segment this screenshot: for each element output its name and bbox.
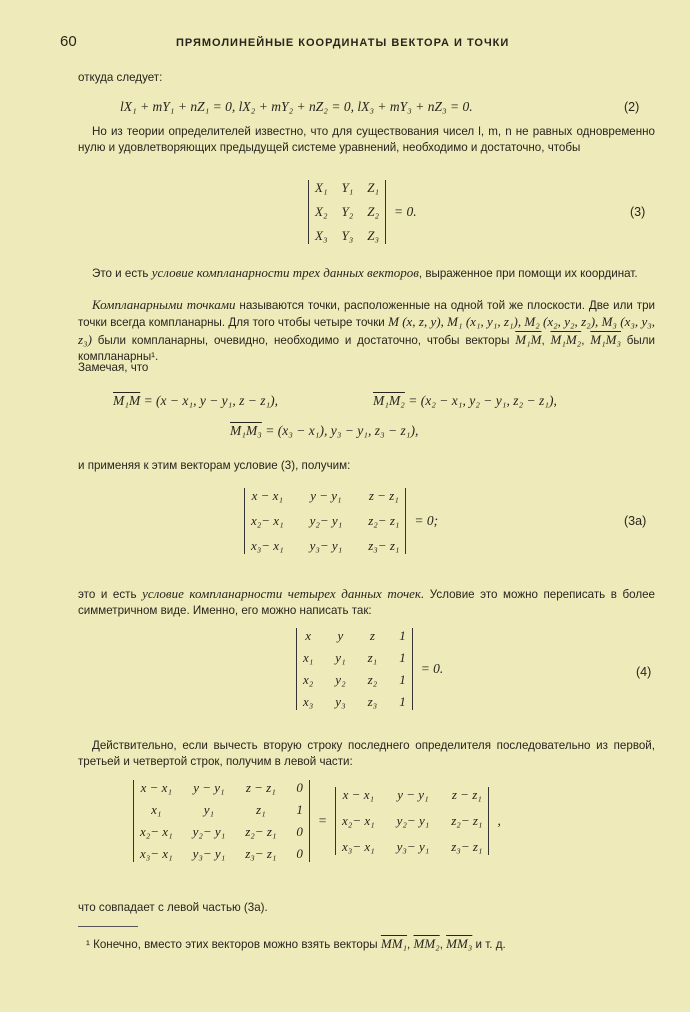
matrix-cell: X₃ (315, 228, 328, 243)
italic-term: Компланарными точками (92, 297, 236, 312)
matrix-cell: 1 (399, 694, 406, 709)
matrix-cell: x₂− x₁ (140, 824, 173, 839)
matrix-cell: Z₃ (367, 228, 379, 243)
matrix-cell: z₃ (367, 694, 378, 709)
matrix-cell: x₂− x₁ (251, 513, 284, 528)
footnote-divider (78, 926, 138, 927)
matrix-cell: x₁ (151, 802, 162, 817)
text: были компланарны¹. (78, 333, 656, 363)
matrix-cell: Y₂ (341, 204, 354, 219)
text: = (x − x₁, y − y₁, z − z₁), (140, 393, 279, 408)
vector-equation-a (113, 393, 278, 409)
matrix-cell: z₃− z₁ (245, 846, 277, 861)
text: Условие это можно переписать в более симметричном виде. Именно, его можно написать так: (78, 588, 655, 618)
equation-number-2: (2) (624, 100, 640, 114)
equation-number-3a: (3a) (624, 514, 647, 528)
matrix-cell: 0 (296, 780, 303, 795)
text: , выраженное при помощи их координат. (418, 267, 638, 280)
matrix-cell: y − y₁ (397, 787, 429, 802)
equation-number-3: (3) (630, 205, 646, 219)
matrix-cell: x₃− x₁ (342, 839, 375, 854)
matrix-cell: 1 (399, 650, 406, 665)
matrix-cell: x₃− x₁ (140, 846, 173, 861)
italic-term: условие компланарности трех данных векторов (151, 265, 419, 280)
matrix-cell: z₂− z₁ (368, 513, 400, 528)
matrix-cell: x − x₁ (251, 488, 283, 503)
matrix-cell: x₂ (303, 672, 314, 687)
paragraph-subtract-rows: Действительно, если вычесть вторую строку последнего определителя последовательно из первой, третьей и четвертой строк, получим в левой части: (78, 739, 655, 769)
matrix-cell: y₃− y₁ (309, 538, 343, 553)
vector: MM₂ (413, 936, 440, 951)
matrix-cell: x − x₁ (342, 787, 374, 802)
matrix-cell: 0 (296, 846, 303, 861)
determinant-4-rhs: = 0. (420, 661, 444, 676)
determinant-3a (244, 488, 438, 554)
text: = (x₃ − x₁), y₃ − y₁, z₃ − z₁), (261, 423, 419, 438)
determinant-4 (296, 628, 443, 710)
matrix-cell: y₂ (335, 672, 346, 687)
paragraph-coplanarity-vectors (78, 265, 655, 282)
paragraph-coplanar-points: Компланарными точками называются точки, расположенные на одной той же плоскости. Две или три точки всегда компланарны. Для того чтобы четыре точки M (x, z, y), M₁ (x₁, y₁, z₁), M₂ (x₂, y₂, z₂), M₃ (x₃, y₃, z₃) были компланарны, очевидно, необходимо и достаточно, чтобы векторы M₁M, M₁M₂, M₁M₃ были компланарны¹. (78, 297, 656, 363)
vector-equation-b (373, 393, 557, 409)
text: Конечно, вместо этих векторов можно взять векторы (89, 938, 381, 951)
matrix-cell: z₁ (256, 802, 266, 817)
vector: M₁M (515, 331, 542, 347)
matrix-cell: y₁ (335, 650, 346, 665)
page-number: 60 (60, 33, 77, 50)
equals-sign: = (317, 813, 328, 828)
matrix-cell: z₂− z₁ (451, 813, 483, 828)
equation-2: lX₁ + mY₁ + nZ₁ = 0, lX₂ + mY₂ + nZ₂ = 0, lX₃ + mY₃ + nZ₃ = 0. (120, 99, 473, 114)
text: = (x₂ − x₁, y₂ − y₁, z₂ − z₁), (404, 393, 557, 408)
matrix-cell: x (305, 628, 312, 643)
matrix-cell: y₂− y₁ (396, 813, 430, 828)
points-list: M (x, z, y), M₁ (x₁, y₁, z₁), M₂ (x₂, y₂, z₂), M₃ (x₃, y₃, z₃) (78, 314, 655, 347)
text: это и есть (78, 588, 143, 601)
matrix-cell: X₁ (315, 180, 328, 195)
matrix-cell: y₃− y₁ (396, 839, 430, 854)
matrix-cell: y₃ (335, 694, 346, 709)
text: Это и есть (92, 267, 152, 280)
applying-text: и применяя к этим векторам условие (3), получим: (78, 459, 351, 472)
matrix-cell: z − z₁ (245, 780, 276, 795)
vector: M₁M₂ (550, 331, 582, 347)
matrix-cell: 1 (399, 672, 406, 687)
vector: M₁M₂ (373, 393, 405, 408)
running-header: ПРЯМОЛИНЕЙНЫЕ КООРДИНАТЫ ВЕКТОРА И ТОЧКИ (176, 37, 510, 49)
matrix-cell: y − y₁ (310, 488, 342, 503)
matrix-cell: Y₃ (341, 228, 354, 243)
matrix-cell: x₂− x₁ (342, 813, 375, 828)
matrix-cell: y (337, 628, 344, 643)
text: и т. д. (472, 938, 506, 951)
determinant-3-rhs: = 0. (393, 204, 417, 219)
vector-equation-c (230, 423, 418, 439)
trailing-comma: , (497, 813, 501, 828)
paragraph-coplanarity-points (78, 586, 655, 620)
vector: M₁M (113, 393, 141, 408)
matrix-cell: z (369, 628, 375, 643)
matrix-cell: 1 (296, 802, 303, 817)
matrix-cell: y₂− y₁ (309, 513, 343, 528)
matrix-cell: x₁ (303, 650, 314, 665)
matrix-cell: y₃− y₁ (192, 846, 226, 861)
matrix-cell: Y₁ (341, 180, 354, 195)
matrix-cell: x₃− x₁ (251, 538, 284, 553)
matrix-cell: z − z₁ (451, 787, 482, 802)
matrix-cell: 0 (296, 824, 303, 839)
matrix-cell: 1 (399, 628, 406, 643)
matrix-cell: y₂− y₁ (192, 824, 226, 839)
matrix-cell: z₁ (367, 650, 378, 665)
equation-number-4: (4) (636, 665, 652, 679)
matrix-cell: Z₂ (367, 204, 379, 219)
determinant-3-matrix (308, 180, 386, 244)
italic-term: условие компланарности четырех данных точек. (142, 586, 425, 601)
vector: M₁M₃ (590, 331, 621, 347)
noting-text: Замечая, что (78, 361, 149, 374)
big-determinant-left (133, 780, 310, 862)
determinant-3a-rhs: = 0; (414, 513, 439, 528)
matrix-cell: y₁ (203, 802, 215, 817)
matrix-cell: x − x₁ (140, 780, 172, 795)
determinant-3a-matrix (244, 488, 406, 554)
matrix-cell: z₂− z₁ (245, 824, 277, 839)
matrix-cell: Z₁ (367, 180, 379, 195)
vector: M₁M₃ (230, 423, 262, 438)
vector: MM₃ (446, 936, 473, 951)
matrix-cell: z₃− z₁ (451, 839, 483, 854)
big-determinant-equation (133, 780, 501, 862)
matrix-cell: z₂ (367, 672, 378, 687)
text: называются точки, расположенные на одной той же плоскости. Две или три точки всегда компланарны. Для того чтобы четыре точки (78, 299, 655, 330)
footnote-mark: ¹ (86, 938, 90, 951)
big-determinant-right (335, 787, 489, 855)
intro-text: откуда следует: (78, 71, 163, 84)
paragraph-determinant-theory: Но из теории определителей известно, что для существования чисел l, m, n не равных одновременно нулю и удовлетворяющих предыдущей системе уравнений, необходимо и достаточно, чтобы (78, 125, 655, 155)
determinant-3 (308, 180, 417, 244)
footnote: ¹ Конечно, вместо этих векторов можно взять векторы MM₁, MM₂, MM₃ и т. д. (86, 936, 506, 951)
text: были компланарны, очевидно, необходимо и достаточно, чтобы векторы (91, 333, 516, 347)
conclusion-text: что совпадает с левой частью (3a). (78, 901, 268, 914)
matrix-cell: z − z₁ (368, 488, 399, 503)
vector: MM₁ (380, 936, 408, 951)
matrix-cell: y − y₁ (193, 780, 225, 795)
matrix-cell: z₃− z₁ (368, 538, 400, 553)
matrix-cell: x₃ (303, 694, 314, 709)
matrix-cell: X₂ (315, 204, 328, 219)
determinant-4-matrix (296, 628, 413, 710)
